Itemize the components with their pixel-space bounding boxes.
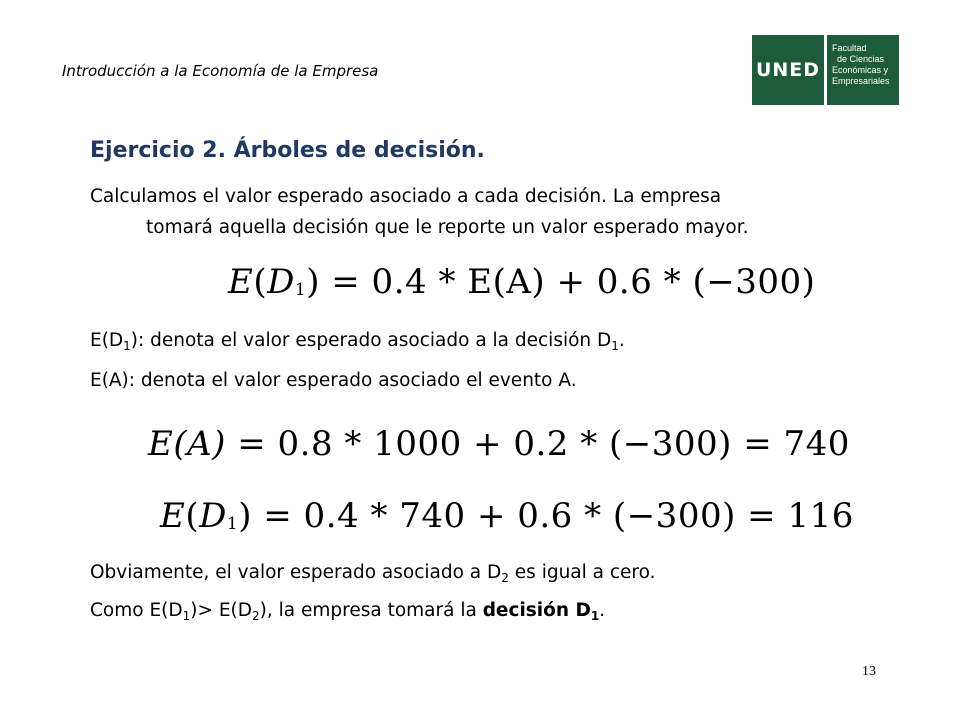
logo-line: Empresariales — [832, 76, 890, 86]
course-title: Introducción a la Economía de la Empresa — [62, 62, 379, 80]
logo-line: Facultad — [832, 43, 867, 53]
uned-logo — [752, 35, 899, 105]
decision-highlight: decisión $D_1$ — [482, 600, 600, 623]
equation-ed1-formula: $E(D_1) = 0.4 * E(A) + 0.6 * (-300)$ — [228, 262, 816, 302]
logo-line: Económicas y — [832, 65, 889, 75]
logo-faculty-text — [827, 35, 899, 105]
intro-paragraph — [90, 181, 870, 243]
intro-line-1: Calculamos el valor esperado asociado a cada decisión. La empresa — [90, 186, 722, 207]
conclusion-d2: Obviamente, el valor esperado asociado a $D_2$ es igual a cero. — [90, 562, 656, 585]
logo-line: de Ciencias — [837, 54, 885, 64]
intro-line-2: tomará aquella decisión que le reporte un valor esperado mayor. — [146, 217, 749, 238]
definition-ed1: $E(D_1)$: denota el valor esperado asociado a la decisión $D_1$. — [90, 330, 625, 353]
equation-ed1-value: $E(D_1) = 0.4 * 740 + 0.6 * (-300) = 116$ — [160, 496, 854, 536]
logo-wordmark: UNED — [752, 35, 824, 105]
conclusion-decision: Como $E(D_1)> E(D_2)$, la empresa tomará la decisión $D_1$. — [90, 600, 606, 623]
definition-ea: E(A): denota el valor esperado asociado el evento A. — [90, 370, 577, 391]
equation-ea-value: E(A) = 0.8 * 1000 + 0.2 * (−300) = 740 — [148, 424, 850, 464]
page-number: 13 — [862, 664, 876, 679]
slide-heading: Ejercicio 2. Árboles de decisión. — [90, 138, 485, 163]
